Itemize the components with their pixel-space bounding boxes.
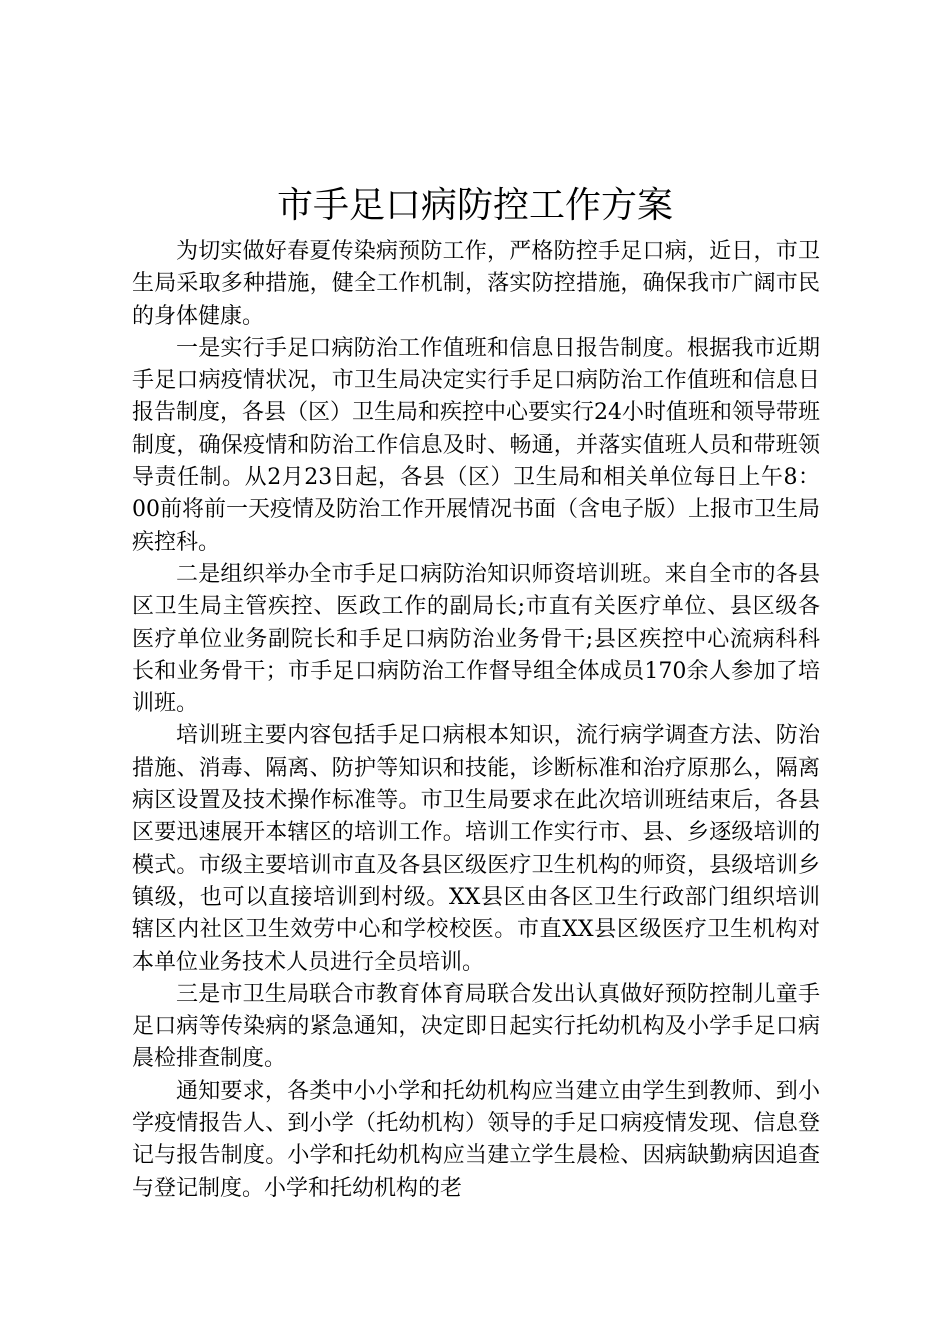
document-body <box>132 236 820 1205</box>
paragraph-duty-reporting: 一是实行手足口病防治工作值班和信息日报告制度。根据我市近期手足口病疫情状况，市卫生局决定实行手足口病防治工作值班和信息日报告制度，各县（区）卫生局和疾控中心要实行24小时值班和领导带班制度，确保疫情和防治工作信息及时、畅通，并落实值班人员和带班领导责任制。从2月23日起，各县（区）卫生局和相关单位每日上午8：00前将前一天疫情及防治工作开展情况书面（含电子版）上报市卫生局疾控科。 <box>132 335 820 555</box>
paragraph-intro: 为切实做好春夏传染病预防工作，严格防控手足口病，近日，市卫生局采取多种措施，健全工作机制，落实防控措施，确保我市广阔市民的身体健康。 <box>132 239 820 329</box>
document-title: 市手足口病防控工作方案 <box>276 185 673 226</box>
paragraph-training-content: 培训班主要内容包括手足口病根本知识，流行病学调查方法、防治措施、消毒、隔离、防护等知识和技能，诊断标准和治疗原那么，隔离病区设置及技术操作标准等。市卫生局要求在此次培训班结束后，各县区要迅速展开本辖区的培训工作。培训工作实行市、县、乡逐级培训的模式。市级主要培训市直及各县区级医疗卫生机构的师资，县级培训乡镇级，也可以直接培训到村级。XX县区由各区卫生行政部门组织培训辖区内社区卫生效劳中心和学校校医。市直XX县区级医疗卫生机构对本单位业务技术人员进行全员培训。 <box>132 723 820 975</box>
paragraph-school-notice: 三是市卫生局联合市教育体育局联合发出认真做好预防控制儿童手足口病等传染病的紧急通知，决定即日起实行托幼机构及小学手足口病晨检排查制度。 <box>132 981 820 1072</box>
paragraph-training-class: 二是组织举办全市手足口病防治知识师资培训班。来自全市的各县区卫生局主管疾控、医政工作的副局长;市直有关医疗单位、县区级各医疗单位业务副院长和手足口病防治业务骨干;县区疾控中心流病科科长和业务骨干；市手足口病防治工作督导组全体成员170余人参加了培训班。 <box>132 561 820 717</box>
paragraph-notice-requirements: 通知要求，各类中小小学和托幼机构应当建立由学生到教师、到小学疫情报告人、到小学（托幼机构）领导的手足口病疫情发现、信息登记与报告制度。小学和托幼机构应当建立学生晨检、因病缺勤病因追查与登记制度。小学和托幼机构的老 <box>132 1078 820 1201</box>
